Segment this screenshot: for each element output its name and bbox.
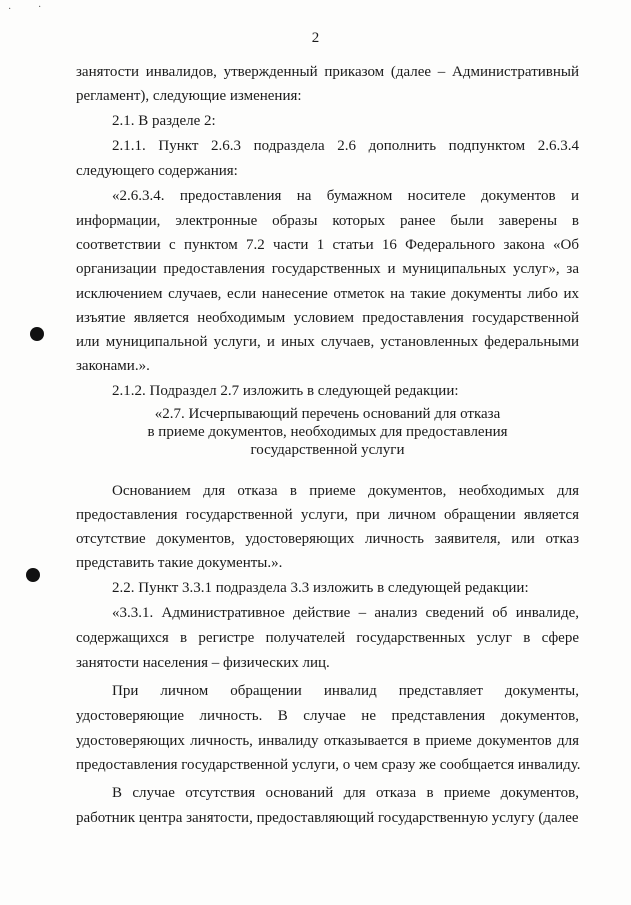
text-line: или муниципальной услуги, и иных случаев, установленных федеральными [76,334,579,350]
text-line: следующего содержания: [76,163,238,179]
text-line: законами.». [76,358,150,374]
text-line: занятости инвалидов, утвержденный приказом (далее – Административный [76,64,579,80]
subsection-title: «2.7. Исчерпывающий перечень оснований для отказа [154,406,501,422]
text-line: регламент), следующие изменения: [76,88,302,104]
text-line: 2.2. Пункт 3.3.1 подраздела 3.3 изложить в следующей редакции: [112,580,529,596]
section-heading: 2.1. В разделе 2: [112,113,216,129]
text-line: соответствии с пунктом 7.2 части 1 статьи 16 Федерального закона «Об [76,237,579,253]
text-line: работник центра занятости, предоставляющий государственную услугу (далее [76,810,579,826]
page-number: 2 [311,30,320,46]
text-line: информации, электронные образы которых ранее были заверены в [76,213,579,229]
scan-speck: · [8,4,12,15]
subsection-title: государственной услуги [250,442,405,458]
text-line: В случае отсутствия оснований для отказа в приеме документов, [112,785,579,801]
text-line: предоставления государственной услуги, о чем сразу же сообщается инвалиду. [76,757,581,773]
text-line: занятости населения – физических лиц. [76,655,330,671]
text-line: удостоверяющих личность, инвалиду отказывается в приеме документов для [76,733,579,749]
text-line: «2.6.3.4. предоставления на бумажном носителе документов и [112,188,579,204]
text-line: предоставления государственной услуги, при личном обращении является [76,507,579,523]
text-line: представить такие документы.». [76,555,283,571]
subsection-title: в приеме документов, необходимых для предоставления [147,424,508,440]
text-line: изъятие является необходимым условием предоставления государственной [76,310,579,326]
text-line: организации предоставления государственных и муниципальных услуг», за [76,261,579,277]
text-line: «3.3.1. Административное действие – анализ сведений об инвалиде, [112,605,579,621]
punch-hole [30,327,44,341]
text-line: Основанием для отказа в приеме документов, необходимых для [112,483,579,499]
text-line: отсутствие документов, удостоверяющих личность заявителя, или отказ [76,531,579,547]
scan-speck: · [38,2,42,13]
text-line: При личном обращении инвалид представляет документы, [112,683,579,699]
punch-hole [26,568,40,582]
text-line: исключением случаев, если нанесение отметок на такие документы либо их [76,286,579,302]
text-line: 2.1.1. Пункт 2.6.3 подраздела 2.6 дополнить подпунктом 2.6.3.4 [112,138,579,154]
text-line: содержащихся в регистре получателей государственных услуг в сфере [76,630,579,646]
text-line: 2.1.2. Подраздел 2.7 изложить в следующей редакции: [112,383,459,399]
text-line: удостоверяющие личность. В случае не представления документов, [76,708,579,724]
